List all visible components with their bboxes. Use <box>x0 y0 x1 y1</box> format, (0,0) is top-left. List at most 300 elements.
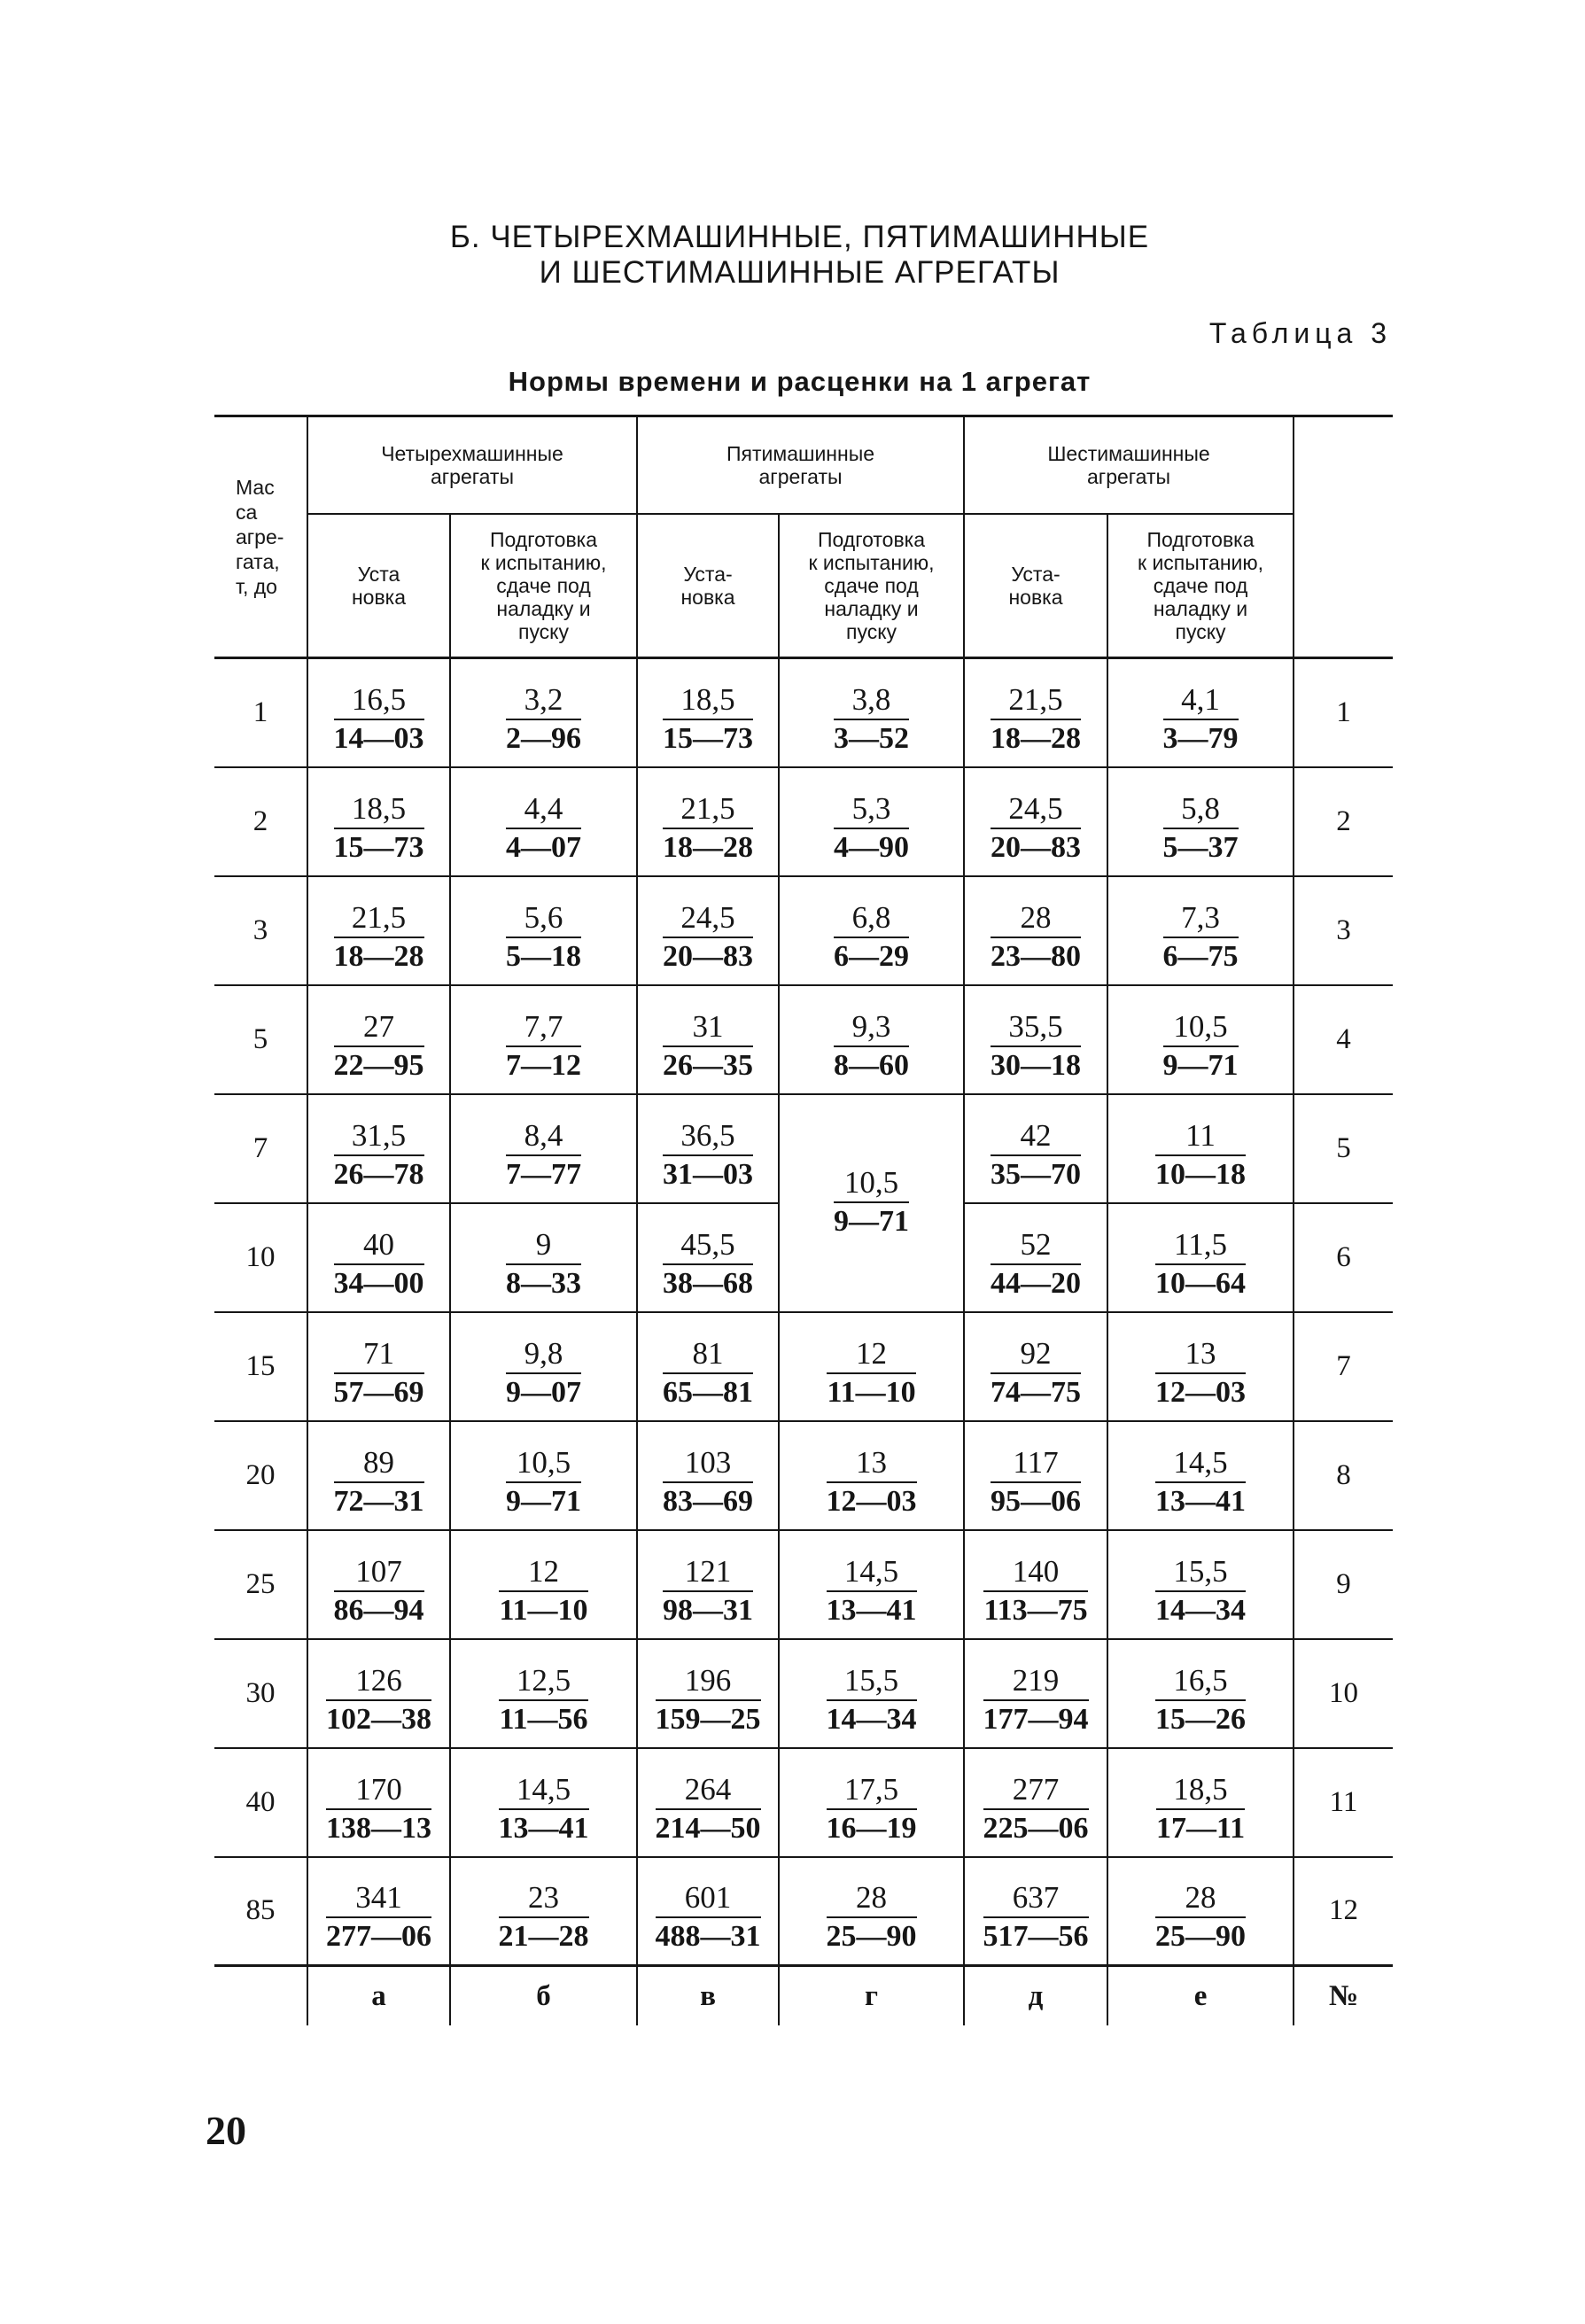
value-cell <box>964 1203 1107 1312</box>
time-norm: 9 <box>506 1227 581 1265</box>
value-cell <box>307 1857 450 1966</box>
norm-rate-fraction <box>834 900 909 975</box>
value-cell <box>307 1748 450 1857</box>
value-cell <box>1107 1857 1294 1966</box>
time-norm: 18,5 <box>663 682 753 720</box>
norm-rate-fraction <box>827 1772 917 1847</box>
norm-rate-fraction <box>663 791 753 867</box>
table-row <box>214 1639 1393 1748</box>
rate-value: 35—70 <box>991 1157 1082 1191</box>
rate-value: 177—94 <box>983 1702 1089 1736</box>
time-norm: 21,5 <box>334 900 424 938</box>
value-cell <box>637 876 779 985</box>
rate-value: 16—19 <box>826 1811 917 1845</box>
mass-cell: 2 <box>214 767 307 876</box>
rate-value: 12—03 <box>1155 1375 1247 1409</box>
value-cell <box>964 1530 1107 1639</box>
rate-value: 7—77 <box>506 1157 581 1191</box>
value-cell <box>307 1094 450 1203</box>
norm-rate-fraction <box>827 1445 917 1520</box>
value-cell <box>450 1639 637 1748</box>
value-cell <box>450 1857 637 1966</box>
column-letter: а <box>307 1966 450 2026</box>
value-cell <box>637 1312 779 1421</box>
norm-rate-fraction <box>991 1227 1081 1302</box>
value-cell <box>307 985 450 1094</box>
norm-rate-fraction <box>656 1880 761 1955</box>
time-norm: 35,5 <box>991 1009 1081 1047</box>
rate-value: 31—03 <box>663 1157 754 1191</box>
rate-value: 8—60 <box>834 1048 910 1082</box>
value-cell <box>637 1748 779 1857</box>
norm-rate-fraction <box>506 1118 581 1193</box>
time-norm: 4,1 <box>1163 682 1239 720</box>
subheader-install-five: Уста- новка <box>637 514 779 658</box>
norm-rate-fraction <box>499 1663 587 1738</box>
rate-value: 3—52 <box>834 721 910 755</box>
rate-value: 57—69 <box>333 1375 424 1409</box>
rate-value: 98—31 <box>663 1593 754 1627</box>
value-cell <box>1107 1312 1294 1421</box>
time-norm: 45,5 <box>663 1227 753 1265</box>
value-cell <box>450 767 637 876</box>
rate-value: 9—71 <box>1162 1048 1239 1082</box>
rate-value: 138—13 <box>326 1811 431 1845</box>
rate-value: 95—06 <box>991 1484 1082 1518</box>
norm-rate-fraction <box>326 1772 431 1847</box>
time-norm: 23 <box>499 1880 589 1918</box>
section-heading <box>301 220 1298 291</box>
rate-value: 6—75 <box>1162 939 1239 973</box>
time-norm: 89 <box>334 1445 424 1483</box>
time-norm: 601 <box>656 1880 761 1918</box>
rate-value: 18—28 <box>663 830 754 864</box>
norm-rate-fraction <box>1155 1336 1246 1411</box>
norm-rate-fraction <box>334 682 424 758</box>
table-row <box>214 1421 1393 1530</box>
time-norm: 16,5 <box>1155 1663 1246 1701</box>
norm-rate-fraction <box>506 900 581 975</box>
value-cell <box>779 1421 964 1530</box>
section-heading-line-1: Б. ЧЕТЫРЕХМАШИННЫЕ, ПЯТИМАШИННЫЕ <box>449 220 1150 254</box>
norm-rate-fraction <box>506 1336 581 1411</box>
time-norm: 10,5 <box>506 1445 581 1483</box>
time-norm: 121 <box>663 1554 753 1592</box>
rate-value: 74—75 <box>991 1375 1082 1409</box>
value-cell <box>450 1312 637 1421</box>
rate-value: 10—64 <box>1155 1266 1247 1300</box>
value-cell <box>964 985 1107 1094</box>
value-cell <box>779 876 964 985</box>
time-norm: 7,7 <box>506 1009 581 1047</box>
rate-value: 15—73 <box>663 721 754 755</box>
table-caption: Нормы времени и расценки на 1 агрегат <box>508 366 1092 397</box>
norm-rate-fraction <box>334 1336 424 1411</box>
norm-rate-fraction <box>663 682 753 758</box>
rate-value: 26—35 <box>663 1048 754 1082</box>
norm-rate-fraction <box>834 791 909 867</box>
norm-rate-fraction <box>983 1663 1089 1738</box>
norm-rate-fraction <box>656 1772 761 1847</box>
time-norm: 15,5 <box>1155 1554 1246 1592</box>
norm-rate-fraction <box>1155 1554 1246 1629</box>
time-norm: 18,5 <box>1156 1772 1245 1810</box>
mass-cell: 15 <box>214 1312 307 1421</box>
rate-value: 11—10 <box>499 1593 588 1627</box>
norm-rate-fraction <box>834 1009 909 1084</box>
rate-value: 13—41 <box>1155 1484 1247 1518</box>
norm-rate-fraction <box>827 1880 917 1955</box>
value-cell <box>450 1530 637 1639</box>
rate-value: 5—37 <box>1162 830 1239 864</box>
rate-value: 8—33 <box>506 1266 581 1300</box>
value-cell <box>964 1857 1107 1966</box>
rate-value: 15—26 <box>1155 1702 1247 1736</box>
value-cell <box>779 1748 964 1857</box>
value-cell <box>964 1421 1107 1530</box>
rate-value: 20—83 <box>991 830 1082 864</box>
value-cell <box>779 658 964 767</box>
time-norm: 92 <box>991 1336 1081 1374</box>
rate-value: 25—90 <box>1155 1920 1247 1954</box>
subheader-install-four: Уста новка <box>307 514 450 658</box>
row-number-cell: 12 <box>1294 1857 1393 1966</box>
value-cell <box>1107 985 1294 1094</box>
time-norm: 170 <box>326 1772 431 1810</box>
value-cell <box>964 1748 1107 1857</box>
page-number: 20 <box>206 2108 246 2153</box>
rate-value: 11—10 <box>827 1375 916 1409</box>
norm-rate-fraction <box>1155 1118 1246 1193</box>
time-norm: 11,5 <box>1155 1227 1246 1265</box>
rate-value: 83—69 <box>663 1484 754 1518</box>
norm-rate-fraction <box>1155 1880 1246 1955</box>
value-cell <box>1107 1094 1294 1203</box>
row-number-cell: 1 <box>1294 658 1393 767</box>
value-cell <box>779 1857 964 1966</box>
time-norm: 10,5 <box>834 1165 909 1203</box>
time-norm: 28 <box>991 900 1081 938</box>
value-cell <box>1107 767 1294 876</box>
time-norm: 18,5 <box>334 791 424 829</box>
time-norm: 36,5 <box>663 1118 753 1156</box>
norm-rate-fraction <box>663 1009 753 1084</box>
norm-rate-fraction <box>326 1663 431 1738</box>
value-cell <box>1107 1530 1294 1639</box>
value-cell <box>1107 658 1294 767</box>
column-letter: б <box>450 1966 637 2026</box>
mass-cell: 7 <box>214 1094 307 1203</box>
value-cell <box>1107 1639 1294 1748</box>
time-norm: 24,5 <box>663 900 753 938</box>
time-norm: 71 <box>334 1336 424 1374</box>
norm-rate-fraction <box>326 1880 431 1955</box>
norm-rate-fraction <box>991 900 1081 975</box>
norm-rate-fraction <box>499 1880 589 1955</box>
rate-value: 4—90 <box>834 830 910 864</box>
value-cell <box>637 1857 779 1966</box>
subheader-install-six: Уста- новка <box>964 514 1107 658</box>
table-row <box>214 876 1393 985</box>
group-header-four-machine: Четырехмашинные агрегаты <box>307 416 637 515</box>
value-cell <box>779 1094 964 1312</box>
time-norm: 9,3 <box>834 1009 909 1047</box>
time-norm: 5,6 <box>506 900 581 938</box>
row-number-cell: 11 <box>1294 1748 1393 1857</box>
value-cell <box>307 767 450 876</box>
rate-value: 4—07 <box>506 830 581 864</box>
rate-value: 30—18 <box>991 1048 1082 1082</box>
norm-rate-fraction <box>334 791 424 867</box>
value-cell <box>1107 876 1294 985</box>
time-norm: 52 <box>991 1227 1081 1265</box>
value-cell <box>450 658 637 767</box>
norm-rate-fraction <box>663 1445 753 1520</box>
rate-value: 488—31 <box>655 1920 761 1954</box>
rate-value: 9—07 <box>506 1375 581 1409</box>
time-norm: 126 <box>326 1663 431 1701</box>
norm-rate-fraction <box>1163 682 1239 758</box>
norm-rate-fraction <box>663 1227 753 1302</box>
rate-value: 72—31 <box>333 1484 424 1518</box>
mass-cell: 10 <box>214 1203 307 1312</box>
value-cell <box>964 876 1107 985</box>
rate-value: 13—41 <box>498 1811 589 1845</box>
table-row <box>214 1530 1393 1639</box>
time-norm: 12 <box>827 1336 915 1374</box>
norm-rate-fraction <box>991 1336 1081 1411</box>
time-norm: 11 <box>1155 1118 1246 1156</box>
time-norm: 14,5 <box>499 1772 589 1810</box>
rate-value: 214—50 <box>655 1811 761 1845</box>
time-norm: 341 <box>326 1880 431 1918</box>
norm-rate-fraction <box>1156 1772 1245 1847</box>
time-norm: 219 <box>983 1663 1089 1701</box>
norm-rate-fraction <box>991 1445 1081 1520</box>
norm-rate-fraction <box>834 1165 909 1240</box>
row-number-cell: 7 <box>1294 1312 1393 1421</box>
value-cell <box>307 1421 450 1530</box>
time-norm: 5,8 <box>1163 791 1239 829</box>
rate-value: 21—28 <box>498 1920 589 1954</box>
norm-rate-fraction <box>506 1009 581 1084</box>
row-number-cell: 5 <box>1294 1094 1393 1203</box>
time-norm: 264 <box>656 1772 761 1810</box>
column-letter: е <box>1107 1966 1294 2026</box>
value-cell <box>450 1748 637 1857</box>
time-norm: 12,5 <box>499 1663 587 1701</box>
time-norm: 28 <box>827 1880 917 1918</box>
time-norm: 7,3 <box>1163 900 1239 938</box>
rate-value: 517—56 <box>983 1920 1089 1954</box>
group-header-six-machine: Шестимашинные агрегаты <box>964 416 1294 515</box>
value-cell <box>779 1530 964 1639</box>
time-norm: 140 <box>983 1554 1087 1592</box>
group-header-five-machine: Пятимашинные агрегаты <box>637 416 964 515</box>
value-cell <box>307 658 450 767</box>
rate-value: 6—29 <box>834 939 910 973</box>
mass-cell: 5 <box>214 985 307 1094</box>
norm-rate-fraction <box>663 900 753 975</box>
rate-value: 5—18 <box>506 939 581 973</box>
norm-rate-fraction <box>506 1227 581 1302</box>
subheader-prep-six: Подготовка к испытанию, сдаче под наладку и пуску <box>1107 514 1294 658</box>
norm-rate-fraction <box>506 1445 581 1520</box>
time-norm: 12 <box>499 1554 587 1592</box>
value-cell <box>779 767 964 876</box>
norm-rate-fraction <box>334 1227 424 1302</box>
value-cell <box>450 1421 637 1530</box>
table-row <box>214 1748 1393 1857</box>
norms-table <box>214 415 1393 2025</box>
time-norm: 42 <box>991 1118 1081 1156</box>
value-cell <box>964 767 1107 876</box>
norm-rate-fraction <box>1163 1009 1239 1084</box>
row-number-cell: 4 <box>1294 985 1393 1094</box>
mass-cell: 1 <box>214 658 307 767</box>
value-cell <box>637 1203 779 1312</box>
rate-value: 65—81 <box>663 1375 754 1409</box>
norm-rate-fraction <box>983 1772 1089 1847</box>
value-cell <box>637 658 779 767</box>
time-norm: 637 <box>983 1880 1089 1918</box>
norm-rate-fraction <box>1155 1227 1246 1302</box>
time-norm: 4,4 <box>506 791 581 829</box>
value-cell <box>307 1312 450 1421</box>
rate-value: 34—00 <box>333 1266 424 1300</box>
column-letter-row <box>214 1966 1393 2026</box>
value-cell <box>307 1639 450 1748</box>
rate-value: 22—95 <box>333 1048 424 1082</box>
table-row <box>214 658 1393 767</box>
value-cell <box>779 1639 964 1748</box>
rate-value: 44—20 <box>991 1266 1082 1300</box>
norm-rate-fraction <box>827 1663 917 1738</box>
time-norm: 3,8 <box>834 682 909 720</box>
rate-value: 12—03 <box>826 1484 917 1518</box>
rate-value: 14—34 <box>826 1702 917 1736</box>
value-cell <box>1107 1748 1294 1857</box>
subheader-prep-four: Подготовка к испытанию, сдаче под наладку и пуску <box>450 514 637 658</box>
rate-value: 10—18 <box>1155 1157 1247 1191</box>
mass-cell: 3 <box>214 876 307 985</box>
column-number-sign: № <box>1294 1966 1393 2026</box>
time-norm: 24,5 <box>991 791 1081 829</box>
rate-value: 9—71 <box>506 1484 581 1518</box>
value-cell <box>964 1312 1107 1421</box>
table-row <box>214 1312 1393 1421</box>
row-number-cell: 6 <box>1294 1203 1393 1312</box>
rate-value: 2—96 <box>506 721 581 755</box>
row-number-cell: 2 <box>1294 767 1393 876</box>
rate-value: 18—28 <box>333 939 424 973</box>
time-norm: 31,5 <box>334 1118 424 1156</box>
norm-rate-fraction <box>1155 1663 1246 1738</box>
table-row <box>214 985 1393 1094</box>
value-cell <box>450 1203 637 1312</box>
column-letter: г <box>779 1966 964 2026</box>
value-cell <box>964 1639 1107 1748</box>
value-cell <box>1107 1203 1294 1312</box>
value-cell <box>307 1530 450 1639</box>
norm-rate-fraction <box>656 1663 761 1738</box>
time-norm: 81 <box>663 1336 753 1374</box>
row-number-cell: 8 <box>1294 1421 1393 1530</box>
rate-value: 277—06 <box>326 1920 431 1954</box>
rate-value: 38—68 <box>663 1266 754 1300</box>
time-norm: 6,8 <box>834 900 909 938</box>
mass-cell: 85 <box>214 1857 307 1966</box>
time-norm: 40 <box>334 1227 424 1265</box>
rate-value: 86—94 <box>333 1593 424 1627</box>
table-row <box>214 1857 1393 1966</box>
rate-value: 11—56 <box>499 1702 588 1736</box>
column-letter: в <box>637 1966 779 2026</box>
value-cell <box>307 1203 450 1312</box>
time-norm: 13 <box>1155 1336 1246 1374</box>
norm-rate-fraction <box>334 1554 424 1629</box>
rate-value: 102—38 <box>326 1702 431 1736</box>
rate-value: 13—41 <box>826 1593 917 1627</box>
row-number-cell: 3 <box>1294 876 1393 985</box>
time-norm: 28 <box>1155 1880 1246 1918</box>
norm-rate-fraction <box>991 1118 1081 1193</box>
rate-value: 113—75 <box>983 1593 1088 1627</box>
mass-cell: 30 <box>214 1639 307 1748</box>
value-cell <box>637 1530 779 1639</box>
time-norm: 277 <box>983 1772 1089 1810</box>
time-norm: 5,3 <box>834 791 909 829</box>
time-norm: 14,5 <box>827 1554 917 1592</box>
norm-rate-fraction <box>506 791 581 867</box>
value-cell <box>779 985 964 1094</box>
table-row <box>214 1094 1393 1203</box>
time-norm: 17,5 <box>827 1772 917 1810</box>
rate-value: 225—06 <box>983 1811 1089 1845</box>
mass-cell: 25 <box>214 1530 307 1639</box>
time-norm: 21,5 <box>663 791 753 829</box>
rate-value: 14—03 <box>333 721 424 755</box>
value-cell <box>637 985 779 1094</box>
row-number-cell: 9 <box>1294 1530 1393 1639</box>
value-cell <box>964 1094 1107 1203</box>
value-cell <box>637 1094 779 1203</box>
mass-cell: 40 <box>214 1748 307 1857</box>
rate-value: 3—79 <box>1162 721 1239 755</box>
norm-rate-fraction <box>499 1554 587 1629</box>
value-cell <box>450 1094 637 1203</box>
norm-rate-fraction <box>827 1554 917 1629</box>
rate-value: 26—78 <box>333 1157 424 1191</box>
norm-rate-fraction <box>983 1880 1089 1955</box>
value-cell <box>964 658 1107 767</box>
rate-value: 20—83 <box>663 939 754 973</box>
norm-rate-fraction <box>334 900 424 975</box>
time-norm: 196 <box>656 1663 761 1701</box>
section-heading-line-2: И ШЕСТИМАШИННЫЕ АГРЕГАТЫ <box>539 255 1061 290</box>
row-number-cell: 10 <box>1294 1639 1393 1748</box>
norm-rate-fraction <box>663 1118 753 1193</box>
time-norm: 31 <box>663 1009 753 1047</box>
norm-rate-fraction <box>983 1554 1087 1629</box>
time-norm: 103 <box>663 1445 753 1483</box>
norm-rate-fraction <box>834 682 909 758</box>
column-letter: д <box>964 1966 1107 2026</box>
norm-rate-fraction <box>663 1336 753 1411</box>
value-cell <box>637 1421 779 1530</box>
value-cell <box>637 767 779 876</box>
rate-value: 14—34 <box>1155 1593 1247 1627</box>
